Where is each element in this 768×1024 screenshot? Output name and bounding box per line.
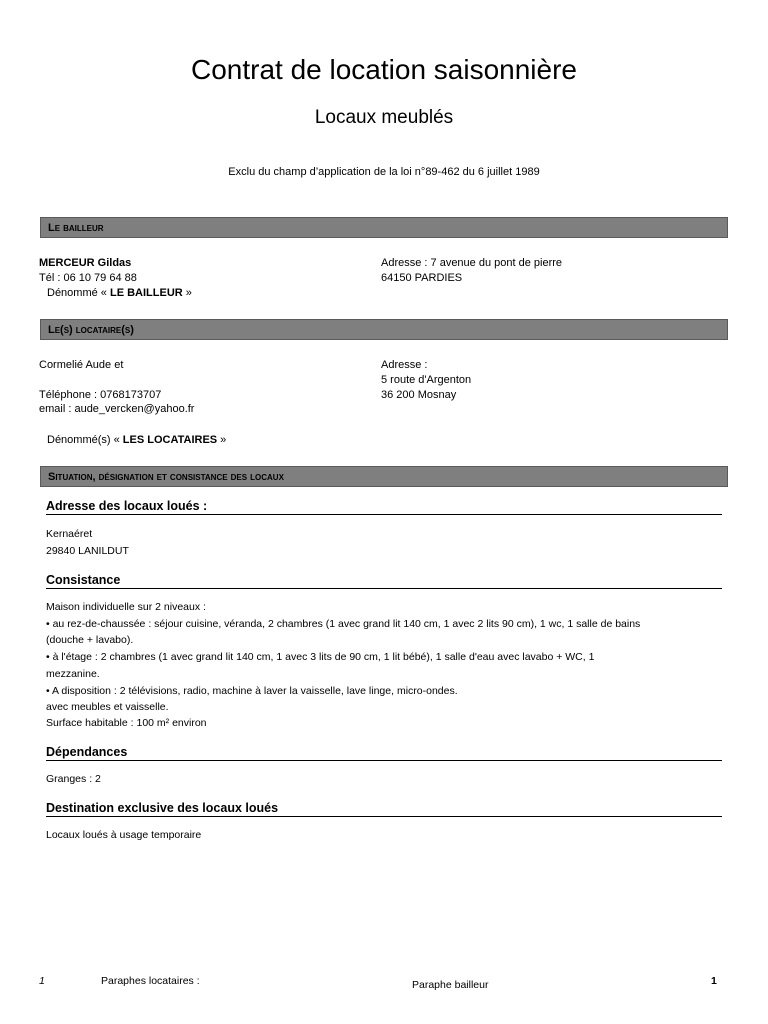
bailleur-phone: Tél : 06 10 79 64 88 bbox=[39, 272, 137, 284]
bailleur-denomme-prefix: Dénommé « bbox=[47, 287, 110, 299]
bailleur-denomme-label: LE BAILLEUR bbox=[109, 287, 183, 299]
section-bailleur-header: Le bailleur bbox=[40, 217, 728, 238]
footer-paraphes-locataires: Paraphes locataires : bbox=[101, 975, 200, 987]
bailleur-address-line1: Adresse : 7 avenue du pont de pierre bbox=[381, 257, 563, 269]
locataires-denomme-label: LES LOCATAIRES bbox=[122, 434, 218, 446]
locataire-address-line2: 36 200 Mosnay bbox=[381, 389, 457, 401]
adresse-locaux-heading: Adresse des locaux loués : bbox=[46, 499, 722, 515]
consistance-text bbox=[46, 599, 640, 716]
footer-page-number-left: 1 bbox=[39, 975, 45, 987]
section-locataires-header: Le(s) locataire(s) bbox=[40, 319, 728, 340]
locataire-name: Cormelié Aude et bbox=[39, 359, 124, 371]
locataires-denomme bbox=[47, 433, 226, 448]
document-title: Contrat de location saisonnière bbox=[190, 54, 577, 85]
consistance-line: (douche + lavabo). bbox=[46, 634, 134, 647]
consistance-line: • A disposition : 2 télévisions, radio, machine à laver la vaisselle, lave linge, micro-ondes. bbox=[46, 684, 458, 697]
consistance-line: Maison individuelle sur 2 niveaux : bbox=[46, 601, 206, 613]
locataire-email: email : aude_vercken@yahoo.fr bbox=[39, 403, 195, 415]
dependances-text: Granges : 2 bbox=[46, 773, 101, 785]
destination-heading: Destination exclusive des locaux loués bbox=[46, 801, 722, 817]
locataires-denomme-suffix: » bbox=[217, 434, 227, 446]
document-subtitle: Locaux meublés bbox=[314, 107, 454, 128]
section-situation-header: Situation, désignation et consistance des locaux bbox=[40, 466, 728, 487]
locaux-address-line2: 29840 LANILDUT bbox=[46, 545, 129, 557]
consistance-line: • au rez-de-chaussée : séjour cuisine, véranda, 2 chambres (1 avec grand lit 140 cm, 1 avec 2 lits 90 cm), 1 wc, 1 salle de bains bbox=[46, 617, 641, 630]
bailleur-denomme bbox=[47, 286, 192, 301]
dependances-heading: Dépendances bbox=[46, 745, 722, 761]
footer-page-number-right: 1 bbox=[711, 975, 717, 987]
footer-paraphe-bailleur: Paraphe bailleur bbox=[412, 979, 489, 991]
locataires-denomme-prefix: Dénommé(s) « bbox=[47, 434, 123, 446]
bailleur-name: MERCEUR Gildas bbox=[39, 257, 132, 269]
locataire-address-line1: 5 route d'Argenton bbox=[381, 374, 472, 386]
locataire-phone: Téléphone : 0768173707 bbox=[39, 389, 162, 401]
locataire-address-label: Adresse : bbox=[381, 359, 428, 371]
locaux-address-line1: Kernaéret bbox=[46, 528, 93, 540]
bailleur-denomme-suffix: » bbox=[182, 287, 192, 299]
destination-text: Locaux loués à usage temporaire bbox=[46, 829, 202, 841]
legal-exclusion-note: Exclu du champ d’application de la loi n°89-462 du 6 juillet 1989 bbox=[228, 166, 540, 178]
consistance-line: • à l'étage : 2 chambres (1 avec grand lit 140 cm, 1 avec 3 lits de 90 cm, 1 lit bébé), 1 salle d'eau avec lavabo + WC, 1 bbox=[46, 651, 595, 664]
bailleur-address-line2: 64150 PARDIES bbox=[381, 272, 463, 284]
consistance-line: avec meubles et vaisselle. bbox=[46, 701, 169, 714]
surface-habitable: Surface habitable : 100 m² environ bbox=[46, 717, 207, 729]
consistance-line: mezzanine. bbox=[46, 667, 100, 680]
consistance-heading: Consistance bbox=[46, 573, 722, 589]
